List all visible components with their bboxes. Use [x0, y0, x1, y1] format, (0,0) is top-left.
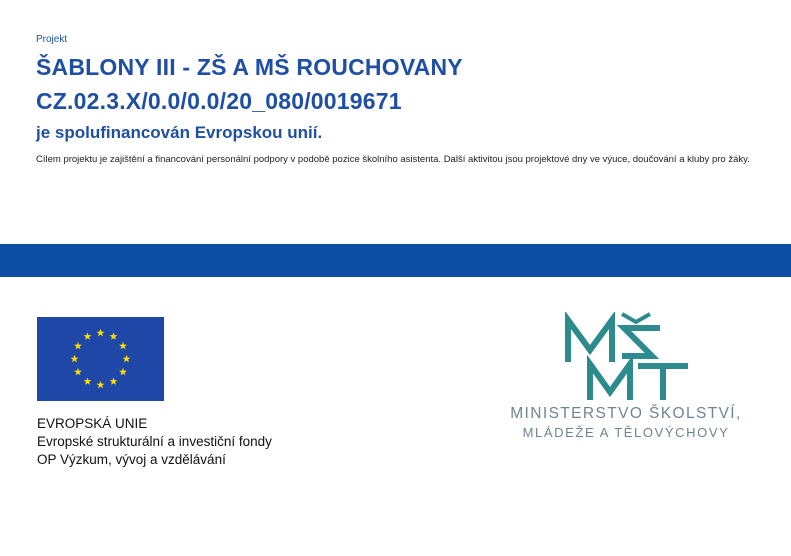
project-registration-number: CZ.02.3.X/0.0/0.0/20_080/0019671 [36, 88, 402, 114]
msmt-logo-icon [560, 312, 692, 404]
eu-name: EVROPSKÁ UNIE [37, 416, 148, 431]
eu-programme: OP Výzkum, vývoj a vzdělávání [37, 452, 226, 467]
project-label: Projekt [36, 34, 68, 45]
blue-band [0, 244, 791, 277]
msmt-name-line2: MLÁDEŽE A TĚLOVÝCHOVY [522, 425, 730, 440]
msmt-name-line1: MINISTERSTVO ŠKOLSTVÍ, [510, 405, 742, 422]
project-title: ŠABLONY III - ZŠ A MŠ ROUCHOVANY [36, 54, 463, 80]
eu-funds: Evropské strukturální a investiční fondy [37, 434, 272, 449]
cofinanced-statement: je spolufinancován Evropskou unií. [36, 123, 323, 142]
msmt-text-block [480, 404, 772, 442]
eu-flag-icon [37, 317, 164, 401]
project-description: Cílem projektu je zajištění a financování personální podpory v podobě pozice školního asistenta. Další aktivitou jsou projektové dny ve výuce, doučování a kluby pro žáky. [36, 154, 750, 165]
eu-text-block [37, 415, 272, 469]
